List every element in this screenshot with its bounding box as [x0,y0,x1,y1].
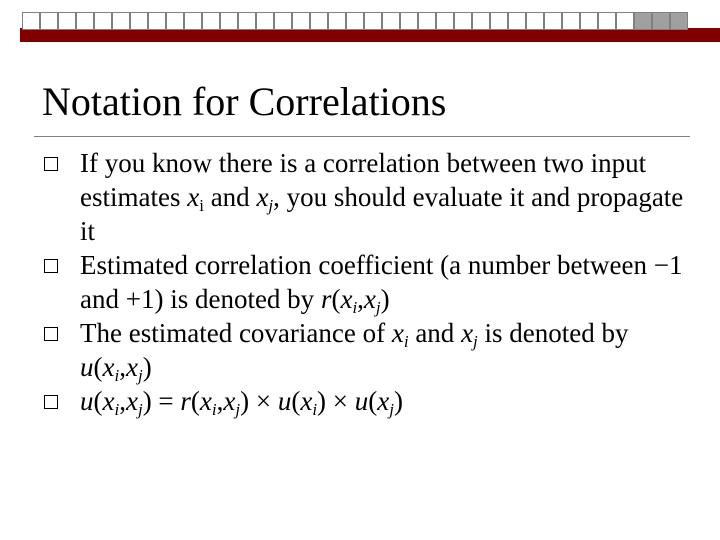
decorative-square [274,12,292,30]
math-variable: x [377,386,390,416]
subscript: i [199,196,204,215]
math-variable: u [354,386,369,416]
hollow-square-bullet-icon [44,259,58,273]
bullet-text: Estimated correlation coefficient (a number between −1 and +1) is denoted by [80,250,683,314]
hollow-square-bullet-icon [44,157,58,171]
decorative-square [508,12,526,30]
bullet-text: ) [380,284,390,314]
bullet-item [42,316,692,384]
math-variable: r [320,284,332,314]
decorative-square [598,12,616,30]
bullet-text: ( [331,284,341,314]
decorative-square [292,12,310,30]
decorative-square [220,12,238,30]
math-variable: u [277,386,292,416]
decorative-square [472,12,490,30]
decorative-square [382,12,400,30]
math-variable: x [340,284,353,314]
decorative-square [94,12,112,30]
decorative-square [76,12,94,30]
math-variable: x [102,352,115,382]
slide-title: Notation for Correlations [42,79,447,124]
decorative-square [562,12,580,30]
math-variable: x [256,182,269,212]
decorative-square [202,12,220,30]
decorative-square [526,12,544,30]
math-variable: x [391,318,404,348]
bullet-item [42,384,692,418]
bullet-text: If you know there is a correlation between two input estimates [80,148,647,212]
decorative-square [616,12,634,30]
bullet-text: ( [291,386,301,416]
bullet-text: is denoted by [477,318,629,348]
bullet-item [42,248,692,316]
decorative-square [580,12,598,30]
decorative-square [454,12,472,30]
bullet-text: , you should evaluate it and propagate it [80,182,684,246]
decorative-square [184,12,202,30]
bullet-text: ) × [240,386,278,416]
title-divider [34,136,690,137]
bullet-text: ) [142,352,152,382]
bullet-text: , [357,284,364,314]
math-variable: x [223,386,236,416]
bullet-text: ) × [317,386,355,416]
header-accent-bar [20,28,720,42]
math-variable: x [363,284,376,314]
decorative-square [40,12,58,30]
math-variable: x [102,386,115,416]
decorative-square [490,12,508,30]
bullet-text: ( [190,386,200,416]
decorative-square [652,12,670,30]
subscript: i [114,366,120,385]
bullet-text: , [119,352,126,382]
bullet-list [42,146,692,418]
bullet-text: , [119,386,126,416]
decorative-square [328,12,346,30]
subscript: i [352,298,358,317]
math-variable: x [187,182,200,212]
decorative-square [364,12,382,30]
subscript: j [137,400,143,419]
math-variable: x [125,386,138,416]
math-variable: x [125,352,138,382]
math-variable: r [180,386,191,416]
decorative-square [544,12,562,30]
subscript: i [312,400,318,419]
subscript: j [473,332,478,351]
decorative-square [238,12,256,30]
decorative-square [22,12,40,30]
hollow-square-bullet-icon [44,327,58,341]
math-variable: x [300,386,313,416]
math-variable: u [80,352,94,382]
bullet-text: ( [93,386,103,416]
decorative-square-strip [22,12,688,30]
subscript: i [114,400,120,419]
decorative-square [112,12,130,30]
bullet-item [42,146,692,248]
math-variable: x [461,318,474,348]
subscript: i [403,332,409,351]
decorative-square [346,12,364,30]
subscript: j [235,400,241,419]
hollow-square-bullet-icon [44,395,58,409]
decorative-square [418,12,436,30]
subscript: j [389,400,394,419]
subscript: j [137,366,143,385]
math-variable: u [80,386,94,416]
decorative-square [166,12,184,30]
bullet-text: ( [93,352,103,382]
bullet-text: ( [368,386,378,416]
bullet-text: The estimated covariance of [80,318,392,348]
subscript: j [375,298,381,317]
decorative-square [130,12,148,30]
decorative-square [58,12,76,30]
bullet-text: , [216,386,224,416]
bullet-text: and [203,182,257,212]
decorative-square [310,12,328,30]
bullet-text: ) [393,386,403,416]
bullet-text: and [408,318,462,348]
bullet-text: ) = [142,386,181,416]
decorative-square [436,12,454,30]
decorative-square [634,12,652,30]
subscript: i [211,400,217,419]
subscript: j [268,196,274,215]
decorative-square [670,12,688,30]
math-variable: x [199,386,212,416]
decorative-square [256,12,274,30]
decorative-square [148,12,166,30]
decorative-square [400,12,418,30]
